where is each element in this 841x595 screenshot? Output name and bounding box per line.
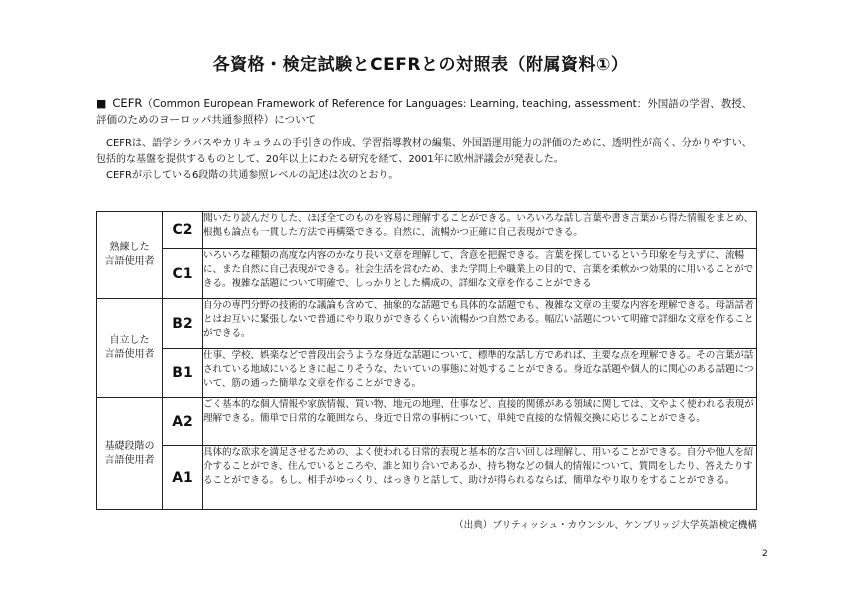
- level-description-a1: 具体的な欲求を満足させるための、よく使われる日常的表現と基本的な言い回しは理解し、用いることができる。自分や他人を紹介することができ、住んでいるところや、誰と知り合いであるか、持ち物などの個人的情報について、質問をしたり、答えたりすることができる。もし、相手がゆっくり、はっきりと話して、助けが得られるならば、簡単なやり取りをすることができる。: [203, 446, 757, 510]
- intro-paragraph-1: CEFRは、語学シラバスやカリキュラムの手引きの作成、学習指導教材の編集、外国語運用能力の評価のために、透明性が高く、分かりやすい、包括的な基盤を提供するものとして、20年以上にわたる研究を経て、2001年に欧州評議会が発表した。: [96, 138, 752, 165]
- table-row: [97, 349, 757, 398]
- table-row: [97, 398, 757, 446]
- level-code-c2: C2: [163, 212, 203, 249]
- cefr-heading: [96, 95, 756, 128]
- level-description-a2: ごく基本的な個人情報や家族情報、買い物、地元の地理、仕事など、直接的関係がある領域に関しては、文やよく使われる表現が理解できる。簡単で日常的な範囲なら、身近で日常の事柄について、単純で直接的な情報交換に応じることができる。: [203, 398, 757, 446]
- group-label-independent: [97, 299, 163, 398]
- cefr-level-table: [96, 211, 757, 510]
- group-label-line: 言語使用者: [104, 256, 155, 267]
- square-bullet-icon: ■: [96, 97, 107, 110]
- level-description-c1: いろいろな種類の高度な内容のかなり長い文章を理解して、含意を把握できる。言葉を探しているという印象を与えずに、流暢に、また自然に自己表現ができる。社会生活を営むため、また学問上や職業上の目的で、言葉を柔軟かつ効果的に用いることができる。複雑な話題について明確で、しっかりとした構成の、詳細な文章を作ることができる: [203, 249, 757, 299]
- level-code-b2: B2: [163, 299, 203, 349]
- group-label-line: 言語使用者: [104, 454, 155, 466]
- intro-text: [96, 136, 756, 184]
- level-description-b1: 仕事、学校、娯楽などで普段出会うような身近な話題について、標準的な話し方であれば、主要な点を理解できる。その言葉が話されている地域にいるときに起こりそうな、たいていの事態に対処することができる。身近な話題や個人的に関心のある話題について、筋の通った簡単な文章を作ることができる。: [203, 349, 757, 398]
- table-row: [97, 249, 757, 299]
- level-code-b1: B1: [163, 349, 203, 398]
- page-number: 2: [762, 549, 768, 559]
- level-code-a1: A1: [163, 446, 203, 510]
- table-row: [97, 212, 757, 249]
- page-title: 各資格・検定試験とCEFRとの対照表（附属資料①）: [212, 55, 629, 75]
- level-description-b2: 自分の専門分野の技術的な議論も含めて、抽象的な話題でも具体的な話題でも、複雑な文章の主要な内容を理解できる。母語話者とはお互いに緊張しないで普通にやり取りができるくらい流暢かつ自然である。幅広い話題について明確で詳細な文章を作ることができる。: [203, 299, 757, 349]
- level-description-c2: 聞いたり読んだりした、ほぼ全てのものを容易に理解することができる。いろいろな話し言葉や書き言葉から得た情報をまとめ、根拠も論点も一貫した方法で再構築できる。自然に、流暢かつ正確に自己表現ができる。: [203, 212, 757, 249]
- group-label-basic: [97, 398, 163, 510]
- group-label-proficient: [97, 212, 163, 299]
- group-label-line: 言語使用者: [104, 349, 155, 360]
- heading-text: （Common European Framework of Reference for Languages: Learning, teaching, assessment：外国語の学習、教授、評価のためのヨーロッパ共通参照枠）について: [96, 98, 753, 126]
- heading-acronym: CEFR: [112, 96, 143, 110]
- intro-paragraph-2: CEFRが示している6段階の共通参照レベルの記述は次のとおり。: [106, 170, 399, 181]
- table-row: [97, 299, 757, 349]
- table-row: [97, 446, 757, 510]
- group-label-line: 自立した: [109, 335, 150, 346]
- group-label-line: 基礎段階の: [104, 440, 155, 452]
- level-code-a2: A2: [163, 398, 203, 446]
- group-label-line: 熟練した: [109, 242, 150, 253]
- source-citation: （出典）ブリティッシュ・カウンシル、ケンブリッジ大学英語検定機構: [454, 520, 757, 531]
- level-code-c1: C1: [163, 249, 203, 299]
